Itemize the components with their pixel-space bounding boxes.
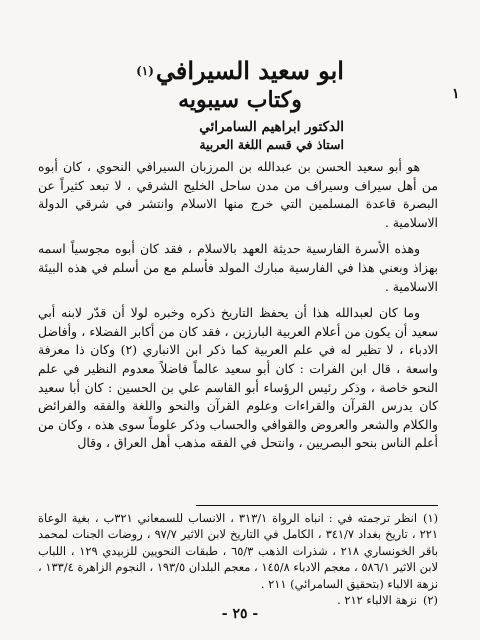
footnote-1-number: (١) xyxy=(422,511,439,525)
footnotes xyxy=(38,510,438,608)
article-title-text: ابو سعيد السيرافي xyxy=(155,56,344,85)
footnote-2-number: (٢) xyxy=(422,593,438,608)
page-number: - ٢٥ - xyxy=(221,606,259,622)
title-footnote-marker: (١) xyxy=(136,64,154,78)
paragraph-3: وما كان لعبدالله هذا أن يحفظ التاريخ ذكره وخبره لولا أن قدّر لابنه أبي سعيد أن يكون من أعلام العربية البارزين ، فقد كان من أكابر الفضلاء ، وأفاضل الادباء ، لا تظير له في علم العربية كما ذكر ابن الانباري (٢) وكان ذا معرفة واسعة ، قال ابن الفرات : كان أبو سعيد عالماً فاضلاً معدوم النظير في علم النحو خاصة ، وذكر رئيس الرؤساء أبو القاسم علي بن الحسين : كان أبا سعيد كان يدرس القرآن والقراءات وعلوم القرآن والنحو واللغة والفقه والفرائض والكلام والشعر والعروض والقوافي والحساب وذكر علوماً سوى هذه ، وكان من أعلم الناس بنحو البصريين ، وانتحل في الفقه مذهب أهل العراق ، وقال xyxy=(38,305,438,451)
author-name: الدكتور ابراهيم السامرائي xyxy=(199,119,344,135)
footnote-2-text: نزهة الالباء ٢١٢ . xyxy=(337,593,417,608)
article-subtitle: وكتاب سيبويه xyxy=(178,87,302,113)
footnote-divider xyxy=(196,505,438,506)
article-title xyxy=(0,56,480,86)
paragraph-2: وهذه الأسرة الفارسية حديثة العهد بالاسلام ، فقد كان أبوه مجوسياً اسمه بهزاذ وبعني هذا في الفارسية مبارك المولد فأسلم مع من أسلم في هذه البيئة الاسلامية . xyxy=(38,241,438,294)
author-role: استاذ في قسم اللغة العربية xyxy=(199,137,344,152)
title-block xyxy=(0,56,480,114)
footnote-1 xyxy=(38,510,438,592)
margin-mark: ١ xyxy=(452,86,460,102)
footnote-1-text: انظر ترجمته في : انباه الرواة ٣١٣/١ ، الانساب للسمعاني ٣٢١ب ، بغية الوعاة ٢٢١ ، تاريخ بغداد ٣٤١/٧ ، الكامل في التاريخ لابن الاثير ٩٧/٧ ، روضات الجنات لمحمد باقر الخونساري ٢١٨ ، شذرات الذهب ٦٥/٣ ، طبقات النحويين للزبيدي ١٢٩ ، اللباب لابن الاثير ٥٨٦/١ ، معجم الادباء ١٤٥/٨ ، معجم البلدان ١٩٣/٥ ، النجوم الزاهرة ١٣٣/٤ ، نزهة الالباء (بتحقيق السامرائي) ٢١١ . xyxy=(38,511,438,591)
body-text xyxy=(38,158,438,458)
paragraph-1: هو أبو سعيد الحسن بن عبدالله بن المرزبان السيرافي النحوي ، كان أبوه من أهل سيراف وسيراف من مدن ساحل الخليج الشرقي ، لا تبعد كثيراً عن البصرة قاعدة المسلمين التي خرج منها الاسلام وانتشر في شرقي الدولة الاسلامية . xyxy=(38,159,438,230)
author-block xyxy=(199,118,344,153)
